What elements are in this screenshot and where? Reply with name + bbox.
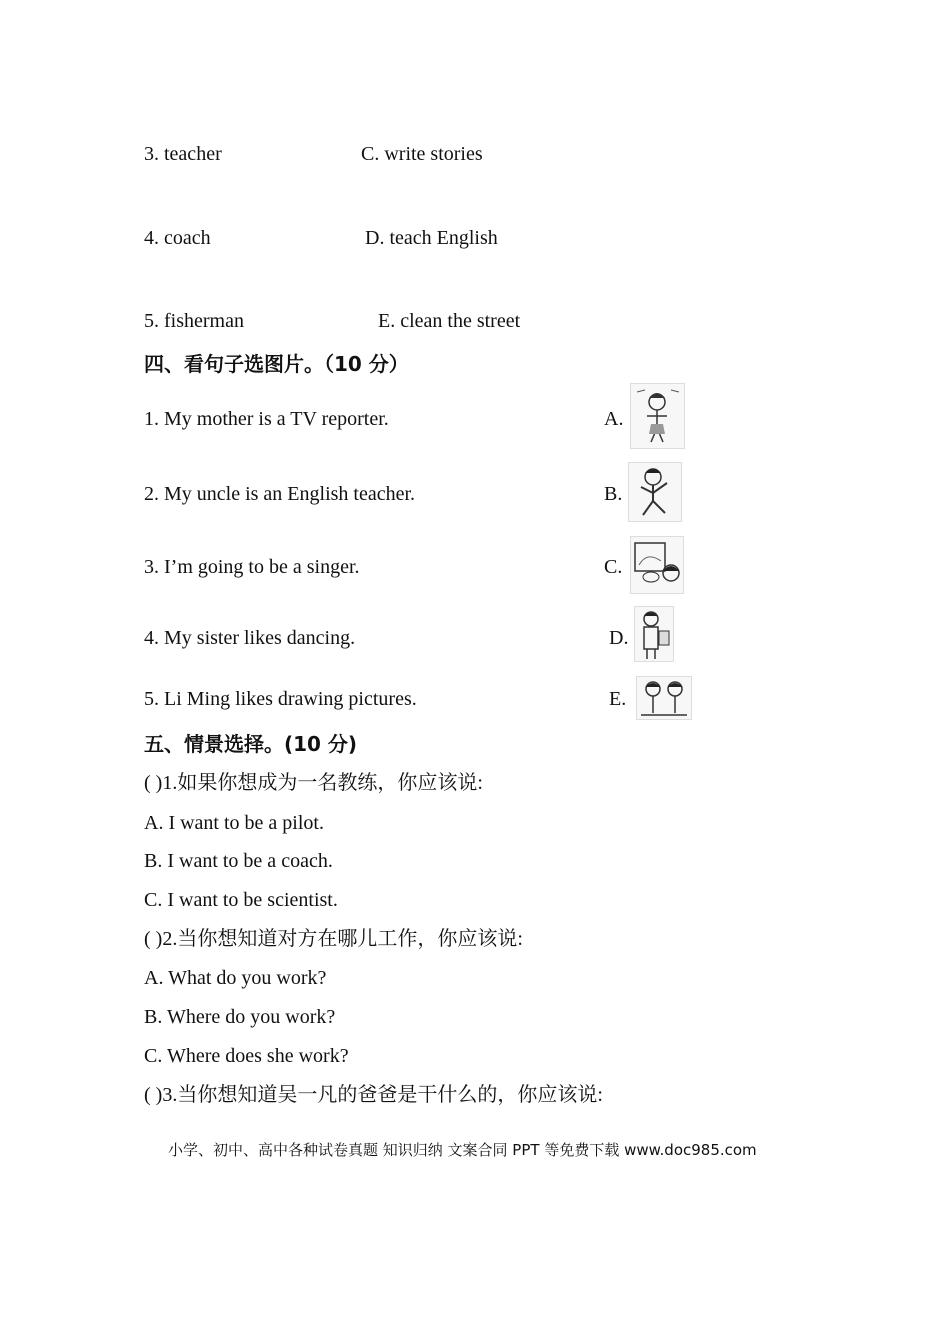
q1-option-a: A. I want to be a pilot. (144, 812, 324, 834)
match-right-c: C. write stories (361, 143, 483, 165)
teacher-icon (635, 607, 673, 661)
q1-option-b: B. I want to be a coach. (144, 850, 333, 872)
two-people-icon (637, 677, 691, 719)
q2-prompt: ( )2.当你想知道对方在哪儿工作，你应该说: (144, 928, 523, 950)
painting-easel-icon (631, 537, 683, 593)
s4-option-b: B. (604, 483, 623, 505)
girl-reporter-picture (630, 383, 685, 449)
q2-option-b: B. Where do you work? (144, 1006, 336, 1028)
s4-item-1: 1. My mother is a TV reporter. (144, 408, 389, 430)
q3-prompt: ( )3.当你想知道吴一凡的爸爸是干什么的，你应该说: (144, 1084, 603, 1106)
q1-option-c: C. I want to be scientist. (144, 889, 338, 911)
s4-item-4: 4. My sister likes dancing. (144, 627, 356, 649)
section-4-heading: 四、看句子选图片。（10 分） (144, 352, 409, 376)
s4-option-e: E. (609, 688, 627, 710)
s4-option-a: A. (604, 408, 624, 430)
painter-picture (630, 536, 684, 594)
s4-option-c: C. (604, 556, 623, 578)
match-right-d: D. teach English (365, 227, 498, 249)
s4-option-d: D. (609, 627, 629, 649)
q2-option-c: C. Where does she work? (144, 1045, 349, 1067)
match-left-3: 3. teacher (144, 143, 222, 165)
q1-prompt: ( )1.如果你想成为一名教练，你应该说: (144, 772, 483, 794)
footer-text: 小学、初中、高中各种试卷真题 知识归纳 文案合同 PPT 等免费下载 www.doc985.com (168, 1141, 757, 1159)
dancing-child-icon (629, 463, 681, 521)
match-left-5: 5. fisherman (144, 310, 244, 332)
s4-item-2: 2. My uncle is an English teacher. (144, 483, 416, 505)
section-5-heading: 五、情景选择。(10 分) (144, 732, 358, 756)
two-people-picture (636, 676, 692, 720)
s4-item-5: 5. Li Ming likes drawing pictures. (144, 688, 417, 710)
child-dancing-picture (628, 462, 682, 522)
teacher-picture (634, 606, 674, 662)
s4-item-3: 3. I’m going to be a singer. (144, 556, 360, 578)
match-left-4: 4. coach (144, 227, 211, 249)
match-right-e: E. clean the street (378, 310, 521, 332)
q2-option-a: A. What do you work? (144, 967, 327, 989)
girl-reporter-icon (631, 384, 684, 448)
